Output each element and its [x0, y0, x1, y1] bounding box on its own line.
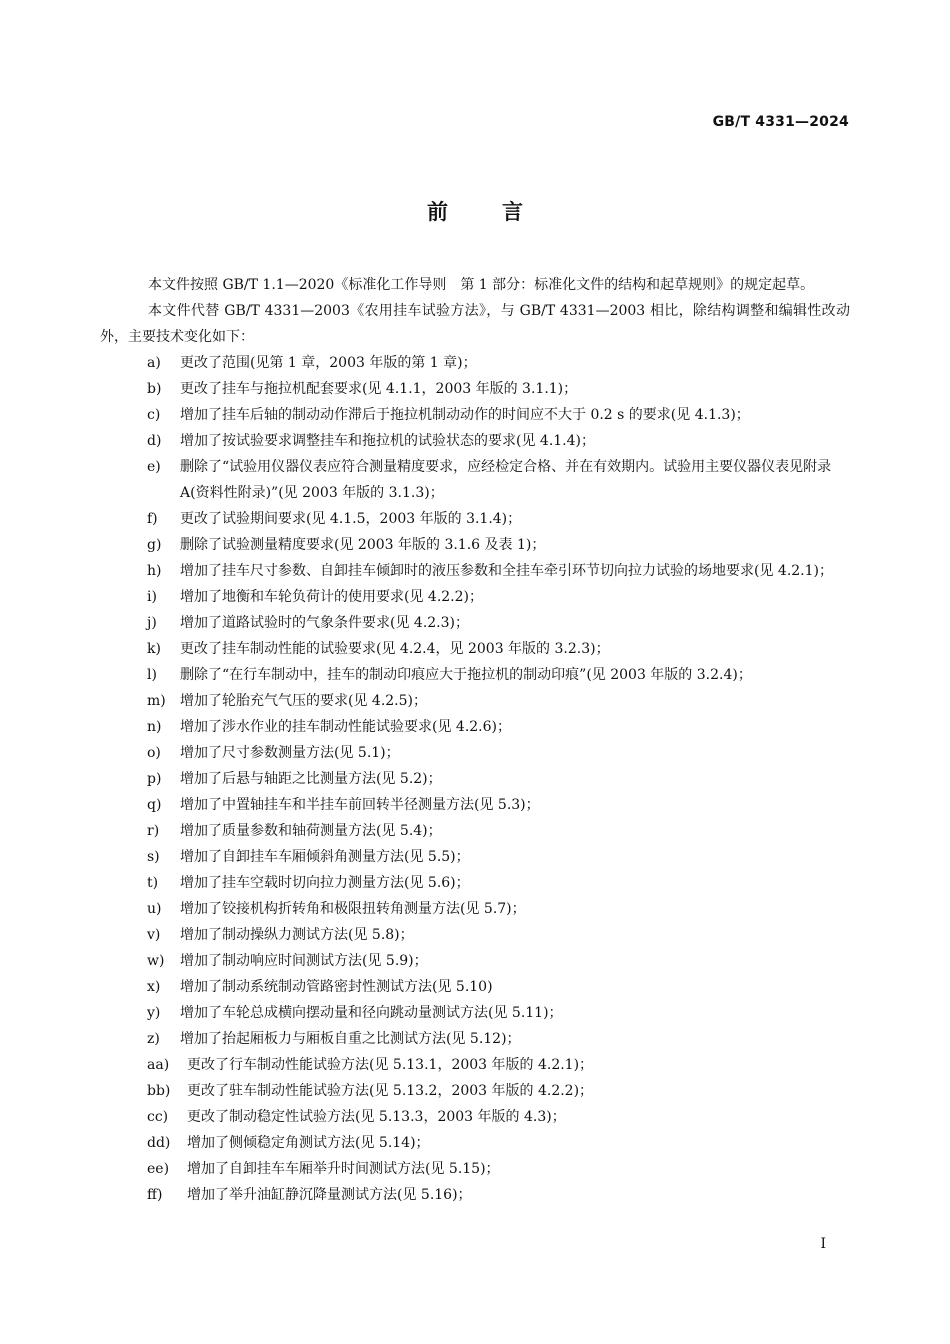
list-item-text: 增加了中置轴挂车和半挂车前回转半径测量方法(见 5.3)； [180, 797, 540, 813]
list-item-marker: d) [147, 433, 162, 449]
list-item-text: 增加了按试验要求调整挂车和拖拉机的试验状态的要求(见 4.1.4)； [180, 433, 595, 449]
paragraph: 本文件按照 GB/T 1.1—2020《标准化工作导则 第 1 部分：标准化文件的结构和起草规则》的规定起草。 [148, 277, 815, 293]
list-item [100, 1026, 850, 1052]
list-item-marker: p) [147, 771, 162, 787]
list-item [100, 844, 850, 870]
list-item-marker: ff) [147, 1187, 163, 1203]
list-item [100, 974, 850, 1000]
list-item [100, 896, 850, 922]
list-item-marker: x) [147, 979, 161, 995]
list-item-text: 更改了挂车与拖拉机配套要求(见 4.1.1，2003 年版的 3.1.1)； [180, 381, 578, 397]
list-item [100, 506, 850, 532]
list-item-text: 删除了“在行车制动中，挂车的制动印痕应大于拖拉机的制动印痕”(见 2003 年版的 3.2.4)； [180, 667, 752, 683]
list-item-marker: w) [147, 953, 165, 969]
list-item [100, 1182, 850, 1208]
paragraph: 本文件代替 GB/T 4331—2003《农用挂车试验方法》，与 GB/T 4331—2003 相比，除结构调整和编辑性改动外，主要技术变化如下： [100, 303, 850, 345]
list-item-text: 增加了挂车后轴的制动动作滞后于拖拉机制动动作的时间应不大于 0.2 s 的要求(见 4.1.3)； [180, 407, 750, 423]
list-item-text: 更改了挂车制动性能的试验要求(见 4.2.4，见 2003 年版的 3.2.3)； [180, 641, 610, 657]
list-item [100, 1052, 850, 1078]
list-item-marker: n) [147, 719, 162, 735]
list-item [100, 636, 850, 662]
list-item [100, 922, 850, 948]
list-item-text: 增加了挂车尺寸参数、自卸挂车倾卸时的液压参数和全挂车牵引环节切向拉力试验的场地要求(见 4.2.1)； [180, 563, 833, 579]
list-item-marker: s) [147, 849, 160, 865]
title-char-2: 言 [502, 200, 523, 224]
list-item [100, 948, 850, 974]
list-item-text: 增加了制动响应时间测试方法(见 5.9)； [180, 953, 428, 969]
change-list [100, 350, 850, 1208]
list-item [100, 402, 850, 428]
list-item-marker: u) [147, 901, 162, 917]
list-item-marker: z) [147, 1031, 160, 1047]
list-item-text: 更改了范围(见第 1 章，2003 年版的第 1 章)； [180, 355, 477, 371]
list-item-marker: b) [147, 381, 162, 397]
list-item-text: 增加了自卸挂车车厢倾斜角测量方法(见 5.5)； [180, 849, 470, 865]
list-item-text: 更改了行车制动性能试验方法(见 5.13.1，2003 年版的 4.2.1)； [187, 1057, 594, 1073]
list-item [100, 662, 850, 688]
list-item [100, 818, 850, 844]
list-item-text: 增加了举升油缸静沉降量测试方法(见 5.16)； [187, 1187, 472, 1203]
list-item-text: 增加了铰接机构折转角和极限扭转角测量方法(见 5.7)； [180, 901, 526, 917]
list-item-marker: m) [147, 693, 166, 709]
list-item-text: 增加了车轮总成横向摆动量和径向跳动量测试方法(见 5.11)； [180, 1005, 563, 1021]
list-item-marker: ee) [147, 1161, 170, 1177]
list-item-marker: l) [147, 667, 157, 683]
title-char-1: 前 [427, 200, 448, 224]
list-item-marker: y) [147, 1005, 161, 1021]
list-item-text: 增加了尺寸参数测量方法(见 5.1)； [180, 745, 400, 761]
list-item-text: 增加了后悬与轴距之比测量方法(见 5.2)； [180, 771, 442, 787]
page-title [0, 196, 950, 226]
list-item [100, 1078, 850, 1104]
list-item-marker: aa) [147, 1057, 170, 1073]
page-number: I [820, 1236, 826, 1252]
list-item-marker: r) [147, 823, 160, 839]
list-item-marker: q) [147, 797, 162, 813]
list-item-marker: cc) [147, 1109, 169, 1125]
list-item-text: 更改了制动稳定性试验方法(见 5.13.3，2003 年版的 4.3)； [187, 1109, 566, 1125]
document-body [100, 272, 850, 1208]
list-item-text: 增加了制动操纵力测试方法(见 5.8)； [180, 927, 414, 943]
list-item-marker: e) [147, 459, 161, 475]
list-item-marker: v) [147, 927, 161, 943]
list-item [100, 1000, 850, 1026]
list-item-marker: c) [147, 407, 161, 423]
list-item [100, 558, 850, 584]
list-item [100, 792, 850, 818]
list-item [100, 532, 850, 558]
list-item-text: 增加了侧倾稳定角测试方法(见 5.14)； [187, 1135, 430, 1151]
list-item [100, 870, 850, 896]
list-item-text: 增加了道路试验时的气象条件要求(见 4.2.3)； [180, 615, 469, 631]
list-item [100, 454, 850, 506]
list-item-marker: dd) [147, 1135, 171, 1151]
list-item-text: 增加了自卸挂车车厢举升时间测试方法(见 5.15)； [187, 1161, 500, 1177]
list-item-marker: i) [147, 589, 157, 605]
list-item-marker: f) [147, 511, 158, 527]
list-item-marker: g) [147, 537, 162, 553]
list-item-text: 增加了抬起厢板力与厢板自重之比测试方法(见 5.12)； [180, 1031, 521, 1047]
list-item-text: 增加了涉水作业的挂车制动性能试验要求(见 4.2.6)； [180, 719, 511, 735]
list-item-text: 增加了挂车空载时切向拉力测量方法(见 5.6)； [180, 875, 470, 891]
list-item [100, 584, 850, 610]
list-item [100, 714, 850, 740]
list-item [100, 766, 850, 792]
list-item-marker: k) [147, 641, 161, 657]
list-item [100, 376, 850, 402]
list-item-text: 增加了地衡和车轮负荷计的使用要求(见 4.2.2)； [180, 589, 483, 605]
list-item-marker: o) [147, 745, 161, 761]
list-item [100, 350, 850, 376]
list-item-marker: h) [147, 563, 162, 579]
list-item-text: 增加了质量参数和轴荷测量方法(见 5.4)； [180, 823, 442, 839]
list-item [100, 428, 850, 454]
list-item-text: 删除了“试验用仪器仪表应符合测量精度要求，应经检定合格、并在有效期内。试验用主要仪器仪表见附录 A(资料性附录)”(见 2003 年版的 3.1.3)； [180, 459, 832, 501]
list-item-text: 增加了制动系统制动管路密封性测试方法(见 5.10) [180, 979, 493, 995]
document-code: GB/T 4331—2024 [712, 114, 849, 130]
list-item-marker: bb) [147, 1083, 171, 1099]
list-item [100, 688, 850, 714]
list-item-text: 更改了试验期间要求(见 4.1.5，2003 年版的 3.1.4)； [180, 511, 522, 527]
list-item [100, 1130, 850, 1156]
list-item-marker: t) [147, 875, 159, 891]
list-item-text: 增加了轮胎充气气压的要求(见 4.2.5)； [180, 693, 427, 709]
list-item [100, 610, 850, 636]
list-item [100, 1104, 850, 1130]
list-item-text: 删除了试验测量精度要求(见 2003 年版的 3.1.6 及表 1)； [180, 537, 546, 553]
list-item [100, 740, 850, 766]
list-item-text: 更改了驻车制动性能试验方法(见 5.13.2，2003 年版的 4.2.2)； [187, 1083, 594, 1099]
list-item-marker: a) [147, 355, 161, 371]
list-item [100, 1156, 850, 1182]
list-item-marker: j) [147, 615, 157, 631]
